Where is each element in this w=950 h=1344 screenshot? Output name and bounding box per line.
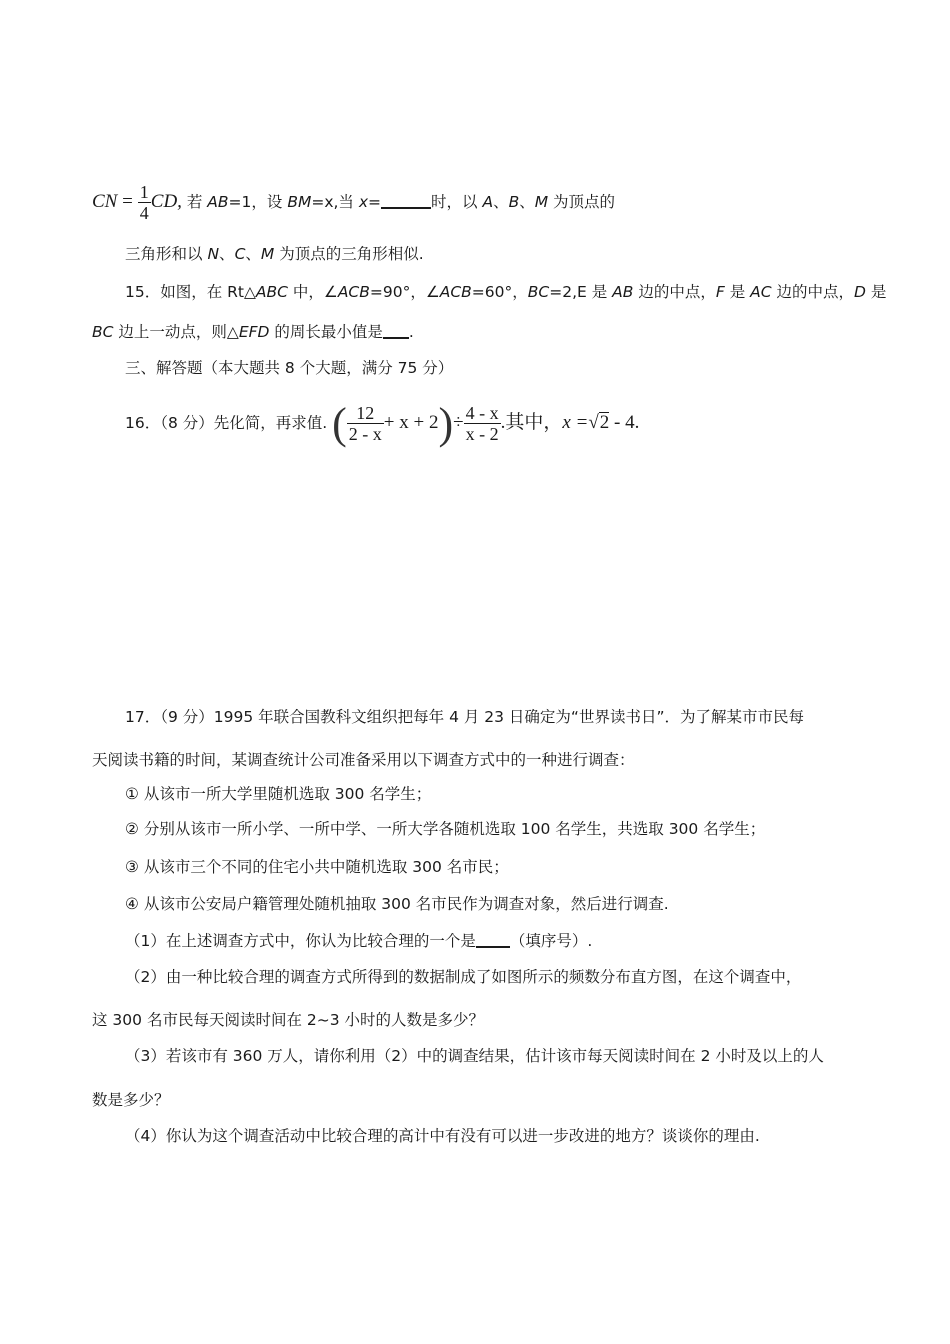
q14-a: A xyxy=(482,193,494,211)
q17-part-2-line-1: （2）由一种比较合理的调查方式所得到的数据制成了如图所示的频数分布直方图，在这个调查中， xyxy=(125,968,802,986)
q15-d: D xyxy=(854,283,866,301)
q16-x-eq: x = xyxy=(562,412,589,433)
q17-option-3: ③ 从该市三个不同的住宅小共中随机选取 300 名市民； xyxy=(125,858,509,876)
q14-n: N xyxy=(207,245,220,263)
q15-text-h: 边的中点， xyxy=(771,283,855,301)
q14-text-6: 为顶点的 xyxy=(548,193,616,211)
q16-sqrt-sign: √ xyxy=(588,412,599,433)
q17-part1-a: （1）在上述调查方式中，你认为比较合理的一个是 xyxy=(125,932,476,950)
q15-text-g: 是 xyxy=(724,283,751,301)
q15-text-i: 是 xyxy=(865,283,887,301)
q14-answer-blank[interactable] xyxy=(381,191,431,209)
q15-bc: BC xyxy=(527,283,550,301)
q16-f1-num: 12 xyxy=(356,403,375,423)
q14-m2: M xyxy=(260,245,275,263)
q17-line-2: 天阅读书籍的时间，某调查统计公司准备采用以下调查方式中的一种进行调查： xyxy=(92,751,635,769)
q15-text-c: =90°，∠ xyxy=(369,283,440,301)
q17-part1-b: （填序号）. xyxy=(509,932,593,950)
q15-acb-2: ACB xyxy=(439,283,472,301)
q14-text-5: 时，以 xyxy=(431,193,483,211)
q17-part-3-line-2: 数是多少？ xyxy=(92,1091,170,1109)
q14-sep-1: 、 xyxy=(493,193,509,211)
q16-tail: .其中， xyxy=(500,412,563,433)
q15-text-e: =2,E 是 xyxy=(549,283,613,301)
q14-c: C xyxy=(234,245,246,263)
q14-line2-a: 三角形和以 xyxy=(125,245,208,263)
q14-eq: = xyxy=(117,191,133,212)
q15-bc-2: BC xyxy=(92,323,114,341)
q15-f: F xyxy=(715,283,725,301)
q15-text-l2b: 的周长最小值是 xyxy=(269,323,383,341)
q17-part-2-line-2: 这 300 名市民每天阅读时间在 2~3 小时的人数是多少？ xyxy=(92,1011,485,1029)
q16-divide: ÷ xyxy=(453,412,464,433)
q14-line2-b: 为顶点的三角形相似. xyxy=(274,245,424,263)
q14-text-2: =1，设 xyxy=(228,193,288,211)
q14-line-2 xyxy=(125,243,424,265)
q16-right-paren: ) xyxy=(438,398,454,448)
q14-bm: BM xyxy=(287,193,312,211)
q15-ab: AB xyxy=(612,283,634,301)
q14-sep-4: 、 xyxy=(245,245,261,263)
q16-sqrt-arg: 2 xyxy=(599,412,610,433)
q17-line-1: 17．（9 分）1995 年联合国教科文组织把每年 4 月 23 日确定为“世界读书日”．为了解某市市民每 xyxy=(125,708,804,726)
q15-text-l2c: . xyxy=(408,323,414,341)
q14-cd: CD, xyxy=(150,191,182,212)
q15-text-l2a: 边上一动点，则△ xyxy=(113,323,239,341)
q15-text-a: 15．如图，在 Rt△ xyxy=(125,283,256,301)
q14-b: B xyxy=(508,193,520,211)
q15-line-2 xyxy=(92,321,414,343)
q17-part-1 xyxy=(125,930,592,952)
q14-fraction xyxy=(138,182,151,223)
q17-option-1: ① 从该市一所大学里随机选取 300 名学生； xyxy=(125,785,432,803)
q17-part1-blank[interactable] xyxy=(476,930,510,948)
q14-sep-2: 、 xyxy=(519,193,535,211)
q15-answer-blank[interactable] xyxy=(383,321,409,339)
q14-m: M xyxy=(534,193,549,211)
q14-ab: AB xyxy=(207,193,229,211)
q17-option-2: ② 分别从该市一所小学、一所中学、一所大学各随机选取 100 名学生，共选取 300 名学生； xyxy=(125,820,766,838)
q15-text-b: 中，∠ xyxy=(287,283,338,301)
q14-frac-den: 4 xyxy=(139,203,149,223)
q16-fraction-2 xyxy=(464,403,501,444)
q16-line xyxy=(125,398,639,448)
q16-f2-den: x - 2 xyxy=(465,424,499,444)
q15-text-d: =60°， xyxy=(471,283,528,301)
q14-text-3: =x,当 xyxy=(311,193,359,211)
q16-minus4: - 4. xyxy=(609,412,640,433)
q15-acb-1: ACB xyxy=(337,283,370,301)
q17-option-4: ④ 从该市公安局户籍管理处随机抽取 300 名市民作为调查对象，然后进行调查. xyxy=(125,895,669,913)
q15-efd: EFD xyxy=(238,323,270,341)
section-3-heading: 三、解答题（本大题共 8 个大题，满分 75 分） xyxy=(125,359,454,377)
q14-text-1: 若 xyxy=(181,193,208,211)
q15-line-1 xyxy=(125,281,886,303)
q14-text-4: = xyxy=(368,193,382,211)
q15-ac: AC xyxy=(750,283,772,301)
q16-fraction-1 xyxy=(347,403,384,444)
q14-cn: CN xyxy=(92,191,118,212)
q16-f1-den: 2 - x xyxy=(348,424,382,444)
q15-text-f: 边的中点， xyxy=(633,283,716,301)
q14-frac-num: 1 xyxy=(139,182,149,202)
q17-part-4: （4）你认为这个调查活动中比较合理的高计中有没有可以进一步改进的地方？谈谈你的理由. xyxy=(125,1127,760,1145)
q16-f2-num: 4 - x xyxy=(465,403,499,423)
q16-left-paren: ( xyxy=(332,398,347,448)
q14-line-1 xyxy=(92,180,615,224)
q16-plus-part: + x + 2 xyxy=(383,412,439,433)
q14-x: x xyxy=(358,193,369,211)
q14-sep-3: 、 xyxy=(219,245,235,263)
q15-abc: ABC xyxy=(255,283,288,301)
q17-part-3-line-1: （3）若该市有 360 万人，请你利用（2）中的调查结果，估计该市每天阅读时间在 2 小时及以上的人 xyxy=(125,1047,824,1065)
q16-prefix: 16．（8 分）先化简，再求值. xyxy=(125,414,328,432)
